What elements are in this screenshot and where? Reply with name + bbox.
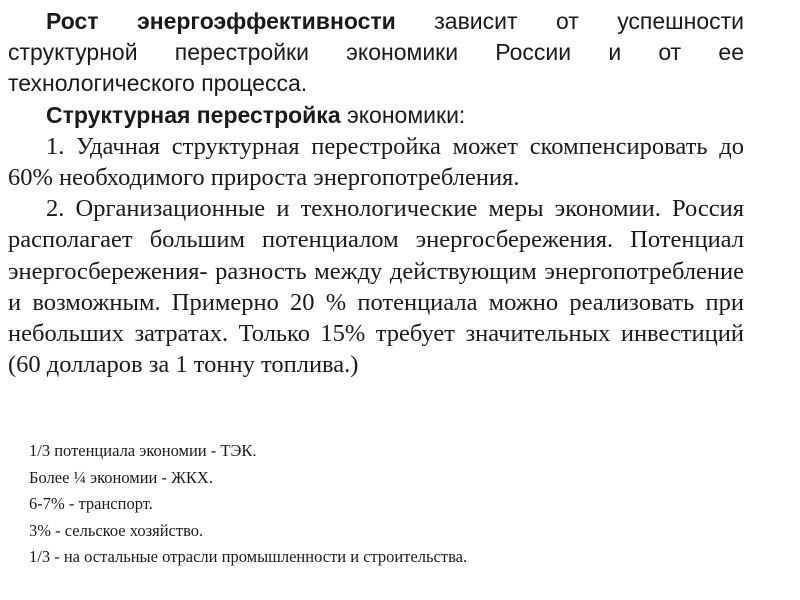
- list-item: Более ¼ экономии - ЖКХ.: [29, 467, 213, 487]
- structural-text: экономики:: [340, 101, 466, 128]
- intro-text: зависит от успешности структурной перестройки экономики России и от ее технологического процесса.: [8, 8, 745, 97]
- list-item: 3% - сельское хозяйство.: [29, 520, 204, 540]
- list-item: 6-7% - транспорт.: [29, 494, 153, 514]
- structural-heading: [8, 100, 744, 131]
- point-paragraph: 2. Организационные и технологические меры экономии. Россия располагает большим потенциалом энергосбережения. Потенциал энергосбережения- разность между действующим энергопотребление и возможным. Примерно 20 % потенциала можно реализовать при небольших затратах. Только 15% требует значительных инвестиций (60 долларов за 1 тонну топлива.): [8, 195, 744, 379]
- structural-bold-phrase: Структурная перестройка: [46, 101, 341, 128]
- main-text-block: [8, 6, 744, 380]
- list-item: 1/3 - на остальные отрасли промышленности и строительства.: [29, 547, 468, 567]
- intro-paragraph: [8, 6, 744, 100]
- list-item: 1/3 потенциала экономии - ТЭК.: [29, 441, 257, 460]
- savings-distribution-list: [29, 438, 769, 571]
- intro-bold-phrase: Рост энергоэффективности: [46, 8, 396, 34]
- point-paragraph: 1. Удачная структурная перестройка может скомпенсировать до 60% необходимого прироста энергопотребления.: [8, 132, 744, 192]
